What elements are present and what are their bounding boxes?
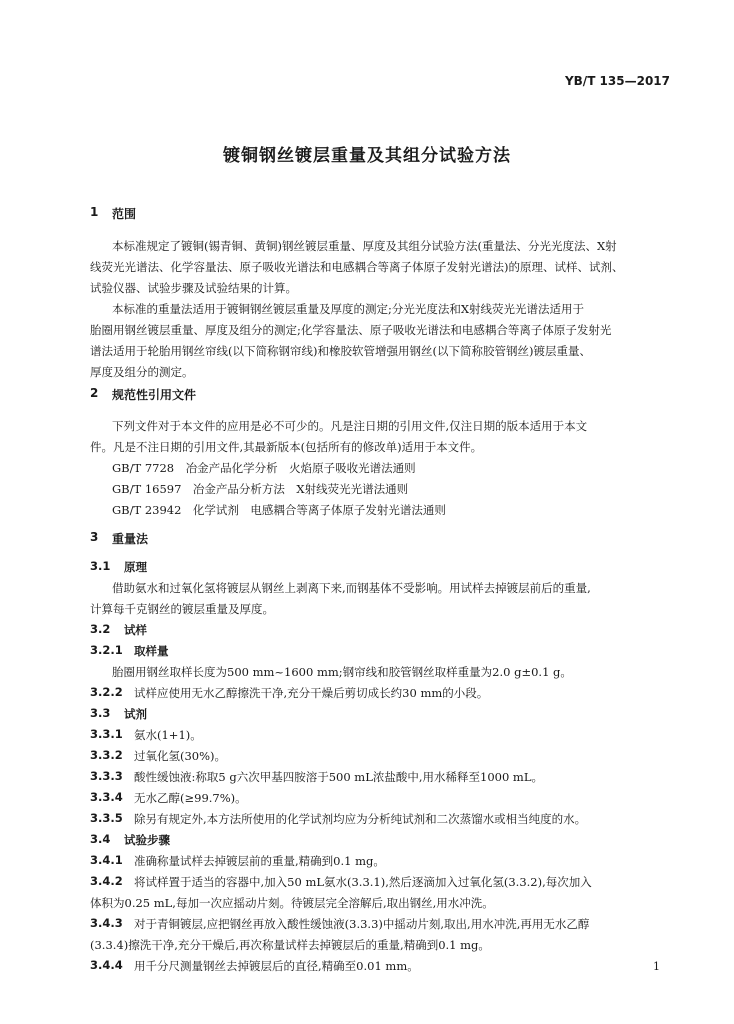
clause-text: 将试样置于适当的容器中,加入50 mL氨水(3.3.1),然后逐滴加入过氧化氢(3.3.2),每次加入 [134,875,592,889]
clause-text: 酸性缓蚀液:称取5 g六次甲基四胺溶于500 mL浓盐酸中,用水稀释至1000 mL。 [134,770,543,784]
paragraph-line: 计算每千克钢丝的镀层重量及厚度。 [90,602,274,616]
clause-title: 原理 [124,560,147,574]
clause-number: 3.2 [90,622,111,636]
clause-text: 过氧化氢(30%)。 [134,749,227,763]
clause-number: 3.4.4 [90,958,123,972]
section-1-title: 范围 [112,207,137,221]
clause-number: 3.3.3 [90,769,123,783]
paragraph-line: 谱法适用于轮胎用钢丝帘线(以下简称钢帘线)和橡胶软管增强用钢丝(以下简称胶管钢丝)镀层重量、 [90,344,591,358]
clause-text: 无水乙醇(≥99.7%)。 [134,791,247,805]
page-number: 1 [653,960,660,973]
paragraph-line: 厚度及组分的测定。 [90,365,194,379]
paragraph-line: 线荧光光谱法、化学容量法、原子吸收光谱法和电感耦合等离子体原子发射光谱法)的原理、试样、试剂、 [90,260,624,274]
clause-number: 3.2.1 [90,643,123,657]
clause-text: 准确称量试样去掉镀层前的重量,精确到0.1 mg。 [134,854,385,868]
clause-number: 3.4.1 [90,853,123,867]
clause-number: 3.3.1 [90,727,123,741]
clause-number: 3.3 [90,706,111,720]
clause-text: 试样应使用无水乙醇擦洗干净,充分干燥后剪切成长约30 mm的小段。 [134,686,489,700]
clause-number: 3.1 [90,559,111,573]
paragraph-line: 借助氨水和过氧化氢将镀层从钢丝上剥离下来,而钢基体不受影响。用试样去掉镀层前后的重量, [112,581,591,595]
paragraph-line: 本标准的重量法适用于镀铜钢丝镀层重量及厚度的测定;分光光度法和X射线荧光光谱法适用于 [112,302,585,316]
clause-title: 试剂 [124,707,147,721]
clause-text: 除另有规定外,本方法所使用的化学试剂均应为分析纯试剂和二次蒸馏水或相当纯度的水。 [134,812,587,826]
standard-number: YB/T 135—2017 [564,74,670,88]
section-2-number: 2 [90,386,99,400]
clause-title: 试验步骤 [124,833,170,847]
section-1-number: 1 [90,205,99,219]
clause-number: 3.4 [90,832,111,846]
clause-text: 氨水(1+1)。 [134,728,202,742]
clause-text: 对于青铜镀层,应把钢丝再放入酸性缓蚀液(3.3.3)中摇动片刻,取出,用水冲洗,再用无水乙醇 [134,917,590,931]
clause-text: 用千分尺测量钢丝去掉镀层后的直径,精确至0.01 mm。 [134,959,419,973]
clause-number: 3.4.2 [90,874,123,888]
clause-number: 3.3.2 [90,748,123,762]
reference-item: GB/T 7728 冶金产品化学分析 火焰原子吸收光谱法通则 [112,461,416,475]
paragraph-line: 下列文件对于本文件的应用是必不可少的。凡是注日期的引用文件,仅注日期的版本适用于本文 [112,419,588,433]
paragraph-line: 件。凡是不注日期的引用文件,其最新版本(包括所有的修改单)适用于本文件。 [90,440,483,454]
clause-number: 3.2.2 [90,685,123,699]
clause-number: 3.3.4 [90,790,123,804]
paragraph-line: 胎圈用钢丝取样长度为500 mm~1600 mm;钢帘线和胶管钢丝取样重量为2.0 g±0.1 g。 [112,665,572,679]
reference-item: GB/T 16597 冶金产品分析方法 X射线荧光光谱法通则 [112,482,409,496]
reference-item: GB/T 23942 化学试剂 电感耦合等离子体原子发射光谱法通则 [112,503,446,517]
clause-title: 取样量 [134,644,169,658]
paragraph-line: 试验仪器、试验步骤及试验结果的计算。 [90,281,297,295]
paragraph-line: (3.3.4)擦洗干净,充分干燥后,再次称量试样去掉镀层后的重量,精确到0.1 mg。 [90,938,490,952]
section-3-title: 重量法 [112,532,149,546]
clause-title: 试样 [124,623,147,637]
document-title: 镀铜钢丝镀层重量及其组分试验方法 [223,146,511,166]
section-3-number: 3 [90,530,99,544]
paragraph-line: 体积为0.25 mL,每加一次应摇动片刻。待镀层完全溶解后,取出钢丝,用水冲洗。 [90,896,494,910]
clause-number: 3.4.3 [90,916,123,930]
paragraph-line: 胎圈用钢丝镀层重量、厚度及组分的测定;化学容量法、原子吸收光谱法和电感耦合等离子体原子发射光 [90,323,612,337]
paragraph-line: 本标准规定了镀铜(锡青铜、黄铜)钢丝镀层重量、厚度及其组分试验方法(重量法、分光光度法、X射 [112,239,617,253]
section-2-title: 规范性引用文件 [112,388,197,402]
clause-number: 3.3.5 [90,811,123,825]
